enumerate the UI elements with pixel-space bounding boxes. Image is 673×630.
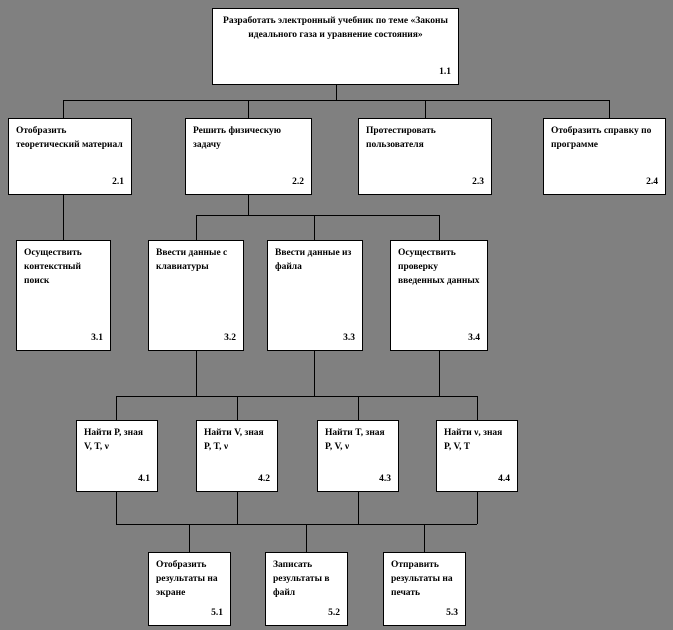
node-4-1-text: Найти P, зная V, T, ν bbox=[84, 428, 143, 452]
node-2-1-number: 2.1 bbox=[112, 177, 124, 188]
connector-to-2-1 bbox=[63, 100, 64, 118]
node-5-2-text: Записать результаты в файл bbox=[273, 560, 330, 598]
node-4-2-number: 4.2 bbox=[258, 474, 270, 485]
node-2-2-number: 2.2 bbox=[292, 177, 304, 188]
node-2-1[interactable] bbox=[8, 118, 132, 195]
node-5-3-number: 5.3 bbox=[446, 608, 458, 619]
connector-to-3-3 bbox=[314, 215, 315, 240]
connector-3-3-down bbox=[314, 351, 315, 396]
connector-3-2-down bbox=[196, 351, 197, 396]
node-2-4[interactable] bbox=[543, 118, 666, 195]
node-3-3[interactable] bbox=[267, 240, 363, 351]
node-3-3-text: Ввести данные из файла bbox=[275, 248, 352, 272]
connector-4-1-down bbox=[116, 492, 117, 524]
node-4-2[interactable] bbox=[196, 420, 278, 492]
node-4-1-number: 4.1 bbox=[138, 474, 150, 485]
node-3-1-number: 3.1 bbox=[91, 333, 103, 344]
connector-2-1-to-3-1 bbox=[63, 195, 64, 240]
node-3-3-number: 3.3 bbox=[343, 333, 355, 344]
connector-4-4-down bbox=[477, 492, 478, 524]
connector-level5-bus bbox=[116, 524, 477, 525]
node-3-2-number: 3.2 bbox=[224, 333, 236, 344]
node-5-1-text: Отобразить результаты на экране bbox=[156, 560, 218, 598]
connector-4-2-down bbox=[237, 492, 238, 524]
node-2-3-text: Протестировать пользователя bbox=[366, 126, 436, 150]
node-1-1-number: 1.1 bbox=[439, 67, 451, 78]
connector-to-4-2 bbox=[237, 396, 238, 420]
connector-3-4-down bbox=[439, 351, 440, 396]
node-3-2[interactable] bbox=[148, 240, 244, 351]
node-3-4-text: Осуществить проверку введенных данных bbox=[398, 248, 480, 286]
connector-level4-bus bbox=[116, 396, 477, 397]
connector-root-down bbox=[336, 85, 337, 100]
node-5-1-number: 5.1 bbox=[211, 608, 223, 619]
connector-2-2-down bbox=[248, 195, 249, 215]
node-3-4-number: 3.4 bbox=[468, 333, 480, 344]
connector-to-3-4 bbox=[439, 215, 440, 240]
node-5-2[interactable] bbox=[265, 552, 348, 626]
node-2-3-number: 2.3 bbox=[472, 177, 484, 188]
node-3-4[interactable] bbox=[390, 240, 488, 351]
node-5-1[interactable] bbox=[148, 552, 231, 626]
connector-to-2-3 bbox=[425, 100, 426, 118]
connector-to-4-1 bbox=[116, 396, 117, 420]
node-4-3-text: Найти T, зная P, V, ν bbox=[325, 428, 385, 452]
node-2-2-text: Решить физическую задачу bbox=[193, 126, 282, 150]
node-5-3-text: Отправить результаты на печать bbox=[391, 560, 453, 598]
node-2-4-number: 2.4 bbox=[646, 177, 658, 188]
node-4-4[interactable] bbox=[436, 420, 518, 492]
node-1-1[interactable] bbox=[212, 8, 459, 85]
node-3-2-text: Ввести данные с клавиатуры bbox=[156, 248, 228, 272]
connector-level3-bus bbox=[196, 215, 439, 216]
node-2-2[interactable] bbox=[185, 118, 312, 195]
connector-to-4-4 bbox=[477, 396, 478, 420]
connector-to-5-2 bbox=[306, 524, 307, 552]
connector-to-3-2 bbox=[196, 215, 197, 240]
connector-level2-bus bbox=[63, 100, 609, 101]
node-3-1-text: Осуществить контекстный поиск bbox=[24, 248, 82, 286]
connector-to-2-4 bbox=[609, 100, 610, 118]
node-1-1-text: Разработать электронный учебник по теме «Законы идеального газа и уравнение состояния» bbox=[223, 16, 448, 40]
node-4-1[interactable] bbox=[76, 420, 158, 492]
node-3-1[interactable] bbox=[16, 240, 111, 351]
node-4-4-number: 4.4 bbox=[498, 474, 510, 485]
connector-to-5-1 bbox=[189, 524, 190, 552]
node-2-1-text: Отобразить теоретический материал bbox=[16, 126, 123, 150]
node-2-4-text: Отобразить справку по программе bbox=[551, 126, 652, 150]
connector-4-3-down bbox=[358, 492, 359, 524]
node-4-2-text: Найти V, зная P, T, ν bbox=[204, 428, 264, 452]
connector-to-5-3 bbox=[424, 524, 425, 552]
node-5-2-number: 5.2 bbox=[328, 608, 340, 619]
node-2-3[interactable] bbox=[358, 118, 492, 195]
node-5-3[interactable] bbox=[383, 552, 466, 626]
node-4-3-number: 4.3 bbox=[379, 474, 391, 485]
node-4-3[interactable] bbox=[317, 420, 399, 492]
connector-to-2-2 bbox=[248, 100, 249, 118]
node-4-4-text: Найти ν, зная P, V, T bbox=[444, 428, 503, 452]
connector-to-4-3 bbox=[358, 396, 359, 420]
